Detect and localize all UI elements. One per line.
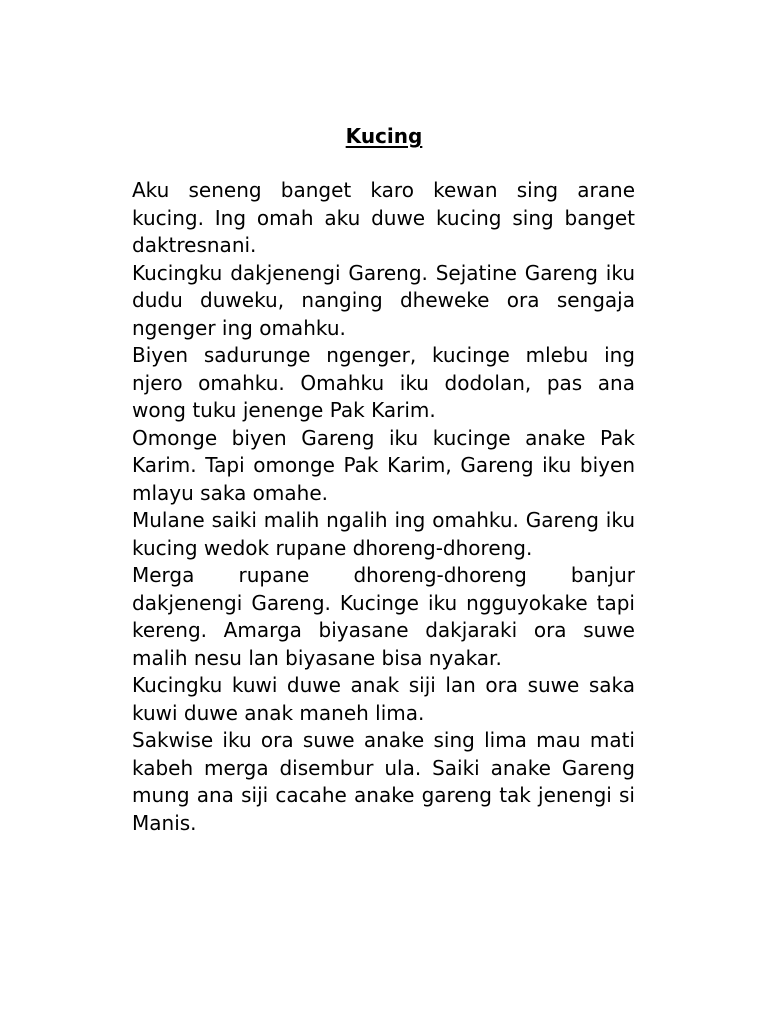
paragraph-3: Biyen sadurunge ngenger, kucinge mlebu ing njero omahku. Omahku iku dodolan, pas ana wong tuku jenenge Pak Karim. [132, 343, 635, 422]
paragraph-2: Kucingku dakjenengi Gareng. Sejatine Gareng iku dudu duweku, nanging dheweke ora sengaja ngenger ing omahku. [132, 260, 635, 340]
paragraph-7: Kucingku kuwi duwe anak siji lan ora suwe saka kuwi duwe anak maneh lima. [132, 673, 635, 725]
document-title: Kucing [345, 124, 423, 148]
paragraph-8: Sakwise iku ora suwe anake sing lima mau mati kabeh merga disembur ula. Saiki anake Gareng mung ana siji cacahe anake gareng tak jenengi si Manis. [132, 728, 635, 835]
document-body [132, 177, 635, 837]
paragraph-5: Mulane saiki malih ngalih ing omahku. Gareng iku kucing wedok rupane dhoreng-dhoreng. [132, 508, 635, 560]
paragraph-4: Omonge biyen Gareng iku kucinge anake Pak Karim. Tapi omonge Pak Karim, Gareng iku biyen mlayu saka omahe. [132, 425, 635, 505]
paragraph-6: Merga rupane dhoreng-dhoreng banjur dakjenengi Gareng. Kucinge iku ngguyokake tapi kereng. Amarga biyasane dakjaraki ora suwe malih nesu lan biyasane bisa nyakar. [132, 563, 635, 670]
paragraph-1: Aku seneng banget karo kewan sing arane kucing. Ing omah aku duwe kucing sing banget daktresnani. [132, 178, 635, 257]
